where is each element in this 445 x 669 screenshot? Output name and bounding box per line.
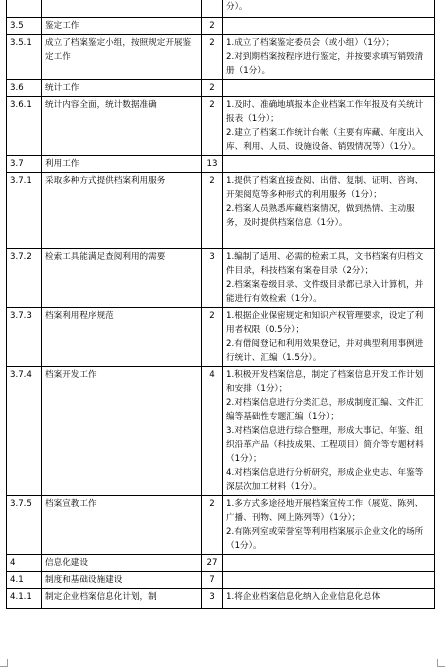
criteria-line: 1.编制了适用、必需的检索工具，文书档案有归档文件目录，科技档案有案卷目录（2分）； <box>226 252 424 276</box>
item-score-cell: 27 <box>202 555 223 572</box>
item-code-cell: 3.7.5 <box>7 496 42 555</box>
table-row <box>7 173 435 249</box>
item-name-cell: 档案利用程序规范 <box>42 308 202 367</box>
item-code-cell: 3.7.4 <box>7 367 42 496</box>
item-score-cell: 2 <box>202 496 223 555</box>
item-score-cell: 13 <box>202 156 223 173</box>
item-criteria-cell <box>223 97 435 156</box>
item-criteria-cell <box>223 80 435 97</box>
item-name-cell <box>42 0 202 18</box>
criteria-line: 2.有陈列室或荣誉室等利用档案展示企业文化的场所（1分）。 <box>226 527 424 551</box>
item-name-cell: 采取多种方式提供档案利用服务 <box>42 173 202 249</box>
item-name-cell: 制定企业档案信息化计划，制 <box>42 589 202 609</box>
page-corner-mark-right <box>437 659 445 667</box>
criteria-line: 4.对档案信息进行分析研究，形成企业史志、年鉴等深层次加工材料（1分）。 <box>226 468 424 492</box>
item-score-cell: 2 <box>202 97 223 156</box>
evaluation-table-body <box>7 0 435 609</box>
criteria-line: 1.多方式多途径地开展档案宣传工作（展览、陈列、广播、刊物、网上陈列等）（1分）； <box>226 499 424 523</box>
item-name-cell: 统计工作 <box>42 80 202 97</box>
item-name-cell: 统计内容全面，统计数据准确 <box>42 97 202 156</box>
item-code-cell <box>7 0 42 18</box>
item-code-cell: 3.7.3 <box>7 308 42 367</box>
item-name-cell: 利用工作 <box>42 156 202 173</box>
item-code-cell: 3.5 <box>7 18 42 35</box>
evaluation-table <box>6 0 435 609</box>
item-code-cell: 3.7.1 <box>7 173 42 249</box>
item-code-cell: 3.7 <box>7 156 42 173</box>
item-name-cell: 制度和基础设施建设 <box>42 572 202 589</box>
item-score-cell <box>202 0 223 18</box>
table-row <box>7 496 435 555</box>
criteria-line: 2.对档案信息进行分类汇总，形成制度汇编、文件汇编等基础性专题汇编（1分）； <box>226 398 424 422</box>
criteria-line: 2.档案案卷级目录、文件级目录都已录入计算机，并能进行有效检索（1分）。 <box>226 280 424 304</box>
item-criteria-cell <box>223 496 435 555</box>
item-name-cell: 档案开发工作 <box>42 367 202 496</box>
item-code-cell: 3.6.1 <box>7 97 42 156</box>
item-score-cell: 2 <box>202 80 223 97</box>
item-criteria-cell <box>223 0 435 18</box>
item-code-cell: 3.5.1 <box>7 35 42 80</box>
item-code-cell: 3.6 <box>7 80 42 97</box>
item-code-cell: 4.1.1 <box>7 589 42 609</box>
item-code-cell: 4.1 <box>7 572 42 589</box>
criteria-line: 分）。 <box>226 2 248 12</box>
table-row <box>7 18 435 35</box>
item-score-cell: 2 <box>202 18 223 35</box>
page-corner-mark-left <box>0 659 8 667</box>
item-name-cell: 鉴定工作 <box>42 18 202 35</box>
item-criteria-cell <box>223 555 435 572</box>
criteria-line: 2.档案人员熟悉库藏档案情况，做到热情、主动服务，及时提供档案信息（1分）。 <box>226 204 415 228</box>
criteria-line: 3.对档案信息进行综合整理，形成大事记、年鉴、组织沿革产品（科技成果、工程项目）简介等专题材料（1分）； <box>226 426 424 464</box>
item-criteria-cell <box>223 367 435 496</box>
item-score-cell: 7 <box>202 572 223 589</box>
criteria-line: 1.积极开发档案信息，制定了档案信息开发工作计划和安排（1分）； <box>226 370 424 394</box>
table-row <box>7 589 435 609</box>
item-criteria-cell <box>223 173 435 249</box>
table-row <box>7 97 435 156</box>
table-row <box>7 249 435 308</box>
criteria-line: 2.有借阅登记和利用效果登记，并对典型利用事例进行统计、汇编（1.5分）。 <box>226 339 424 363</box>
criteria-line: 1.根据企业保密规定和知识产权管理要求，设定了利用者权限（0.5分）； <box>226 311 424 335</box>
table-row <box>7 367 435 496</box>
item-criteria-cell <box>223 156 435 173</box>
item-score-cell: 2 <box>202 308 223 367</box>
item-score-cell: 4 <box>202 367 223 496</box>
item-name-cell: 信息化建设 <box>42 555 202 572</box>
item-name-cell: 档案宣教工作 <box>42 496 202 555</box>
item-name-cell: 成立了档案鉴定小组，按照规定开展鉴定工作 <box>42 35 202 80</box>
item-criteria-cell <box>223 572 435 589</box>
criteria-line: 1.提供了档案直接查阅、出借、复制、证明、咨询、开架阅览等多种形式的利用服务（1分）； <box>226 176 424 200</box>
criteria-line: 1.及时、准确地填报本企业档案工作年报及有关统计报表（1分）； <box>226 100 424 124</box>
table-row <box>7 80 435 97</box>
item-score-cell: 2 <box>202 35 223 80</box>
item-criteria-cell <box>223 35 435 80</box>
item-criteria-cell <box>223 249 435 308</box>
item-name-cell: 检索工具能满足查阅利用的需要 <box>42 249 202 308</box>
item-criteria-cell <box>223 308 435 367</box>
table-row <box>7 572 435 589</box>
item-criteria-cell <box>223 18 435 35</box>
criteria-line: 1.成立了档案鉴定委员会（或小组）（1分）； <box>226 38 395 48</box>
criteria-line: 1.将企业档案信息化纳入企业信息化总体 <box>226 592 381 602</box>
item-code-cell: 3.7.2 <box>7 249 42 308</box>
table-row <box>7 308 435 367</box>
table-row <box>7 35 435 80</box>
criteria-line: 2.对到期档案按程序进行鉴定，并按要求填写销毁清册（1分）。 <box>226 52 424 76</box>
table-row <box>7 555 435 572</box>
item-score-cell: 3 <box>202 589 223 609</box>
item-code-cell: 4 <box>7 555 42 572</box>
item-score-cell: 3 <box>202 249 223 308</box>
table-row <box>7 156 435 173</box>
item-score-cell: 2 <box>202 173 223 249</box>
criteria-line: 2.建立了档案工作统计台帐（主要有库藏、年度出入库、利用、人员、设施设备、销毁情况等）（1分）。 <box>226 128 424 152</box>
item-criteria-cell <box>223 589 435 609</box>
table-row <box>7 0 435 18</box>
